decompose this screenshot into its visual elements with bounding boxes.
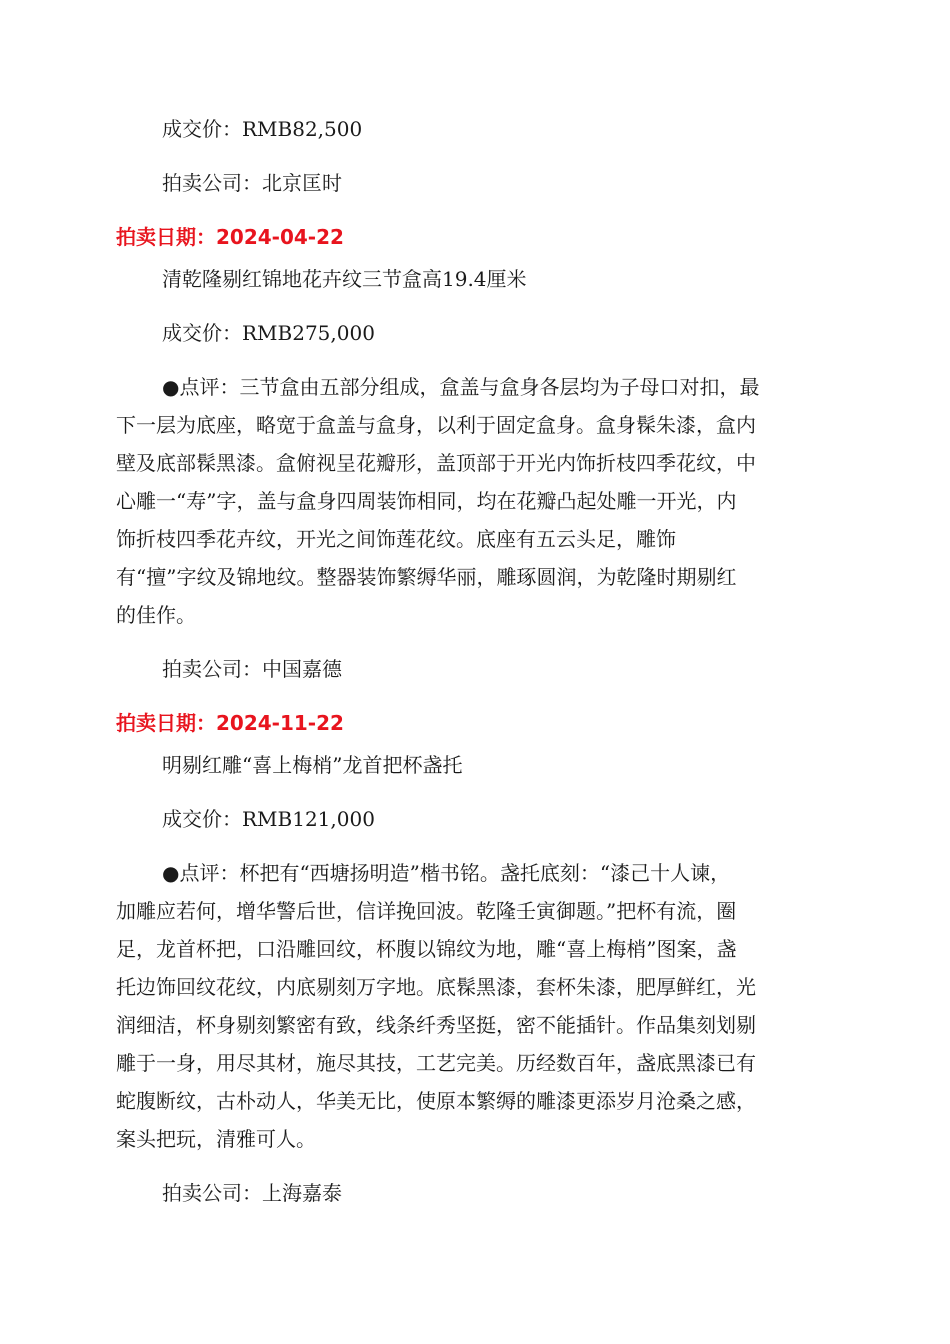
comment-line: 润细洁，杯身剔刻繁密有致，线条纤秀坚挺，密不能插针。作品集刻划剔 <box>116 1013 756 1037</box>
comment-line: 蛇腹断纹，古朴动人，华美无比，使原本繁缛的雕漆更添岁月沧桑之感， <box>116 1089 756 1113</box>
auction-date-heading: 拍卖日期：2024-04-22 <box>116 225 344 249</box>
comment-line: 心雕一“寿”字，盖与盒身四周装饰相同，均在花瓣凸起处雕一开光，内 <box>116 489 737 513</box>
comment-line: 托边饰回纹花纹，内底剔刻万字地。底髹黑漆，套杯朱漆，肥厚鲜红，光 <box>116 975 756 999</box>
auction-entry <box>116 218 832 688</box>
lot-price: 成交价：RMB121,000 <box>162 807 375 831</box>
comment-line: 有“擅”字纹及锦地纹。整器装饰繁缛华丽，雕琢圆润，为乾隆时期剔红 <box>116 565 737 589</box>
comment-line: 案头把玩，清雅可人。 <box>116 1127 316 1151</box>
comment-line: 的佳作。 <box>116 603 196 627</box>
lot-comment <box>116 854 832 1158</box>
auction-entry <box>116 704 832 1212</box>
comment-line: ●点评：杯把有“西塘扬明造”楷书铭。盏托底刻：“漆己十人谏， <box>162 861 731 885</box>
lot-company: 拍卖公司：中国嘉德 <box>162 657 342 681</box>
auction-date-heading: 拍卖日期：2024-11-22 <box>116 711 344 735</box>
intro-price: 成交价：RMB82,500 <box>162 117 363 141</box>
comment-line: 壁及底部髹黑漆。盒俯视呈花瓣形，盖顶部于开光内饰折枝四季花纹，中 <box>116 451 756 475</box>
lot-comment <box>116 368 832 634</box>
comment-line: 饰折枝四季花卉纹，开光之间饰莲花纹。底座有五云头足，雕饰 <box>116 527 676 551</box>
lot-company: 拍卖公司：上海嘉泰 <box>162 1181 342 1205</box>
document-page <box>116 110 832 1212</box>
comment-line: 雕于一身，用尽其材，施尽其技，工艺完美。历经数百年，盏底黑漆已有 <box>116 1051 756 1075</box>
intro-company: 拍卖公司：北京匡时 <box>162 171 342 195</box>
comment-line: 加雕应若何，增华警后世，信详挽回波。乾隆壬寅御题。”把杯有流，圈 <box>116 899 737 923</box>
comment-line: ●点评：三节盒由五部分组成，盒盖与盒身各层均为子母口对扣，最 <box>162 375 760 399</box>
comment-line: 足，龙首杯把，口沿雕回纹，杯腹以锦纹为地，雕“喜上梅梢”图案，盏 <box>116 937 737 961</box>
comment-line: 下一层为底座，略宽于盒盖与盒身，以利于固定盒身。盒身髹朱漆，盒内 <box>116 413 756 437</box>
lot-title: 清乾隆剔红锦地花卉纹三节盒高19.4厘米 <box>162 267 527 291</box>
lot-price: 成交价：RMB275,000 <box>162 321 375 345</box>
lot-title: 明剔红雕“喜上梅梢”龙首把杯盏托 <box>162 753 463 777</box>
